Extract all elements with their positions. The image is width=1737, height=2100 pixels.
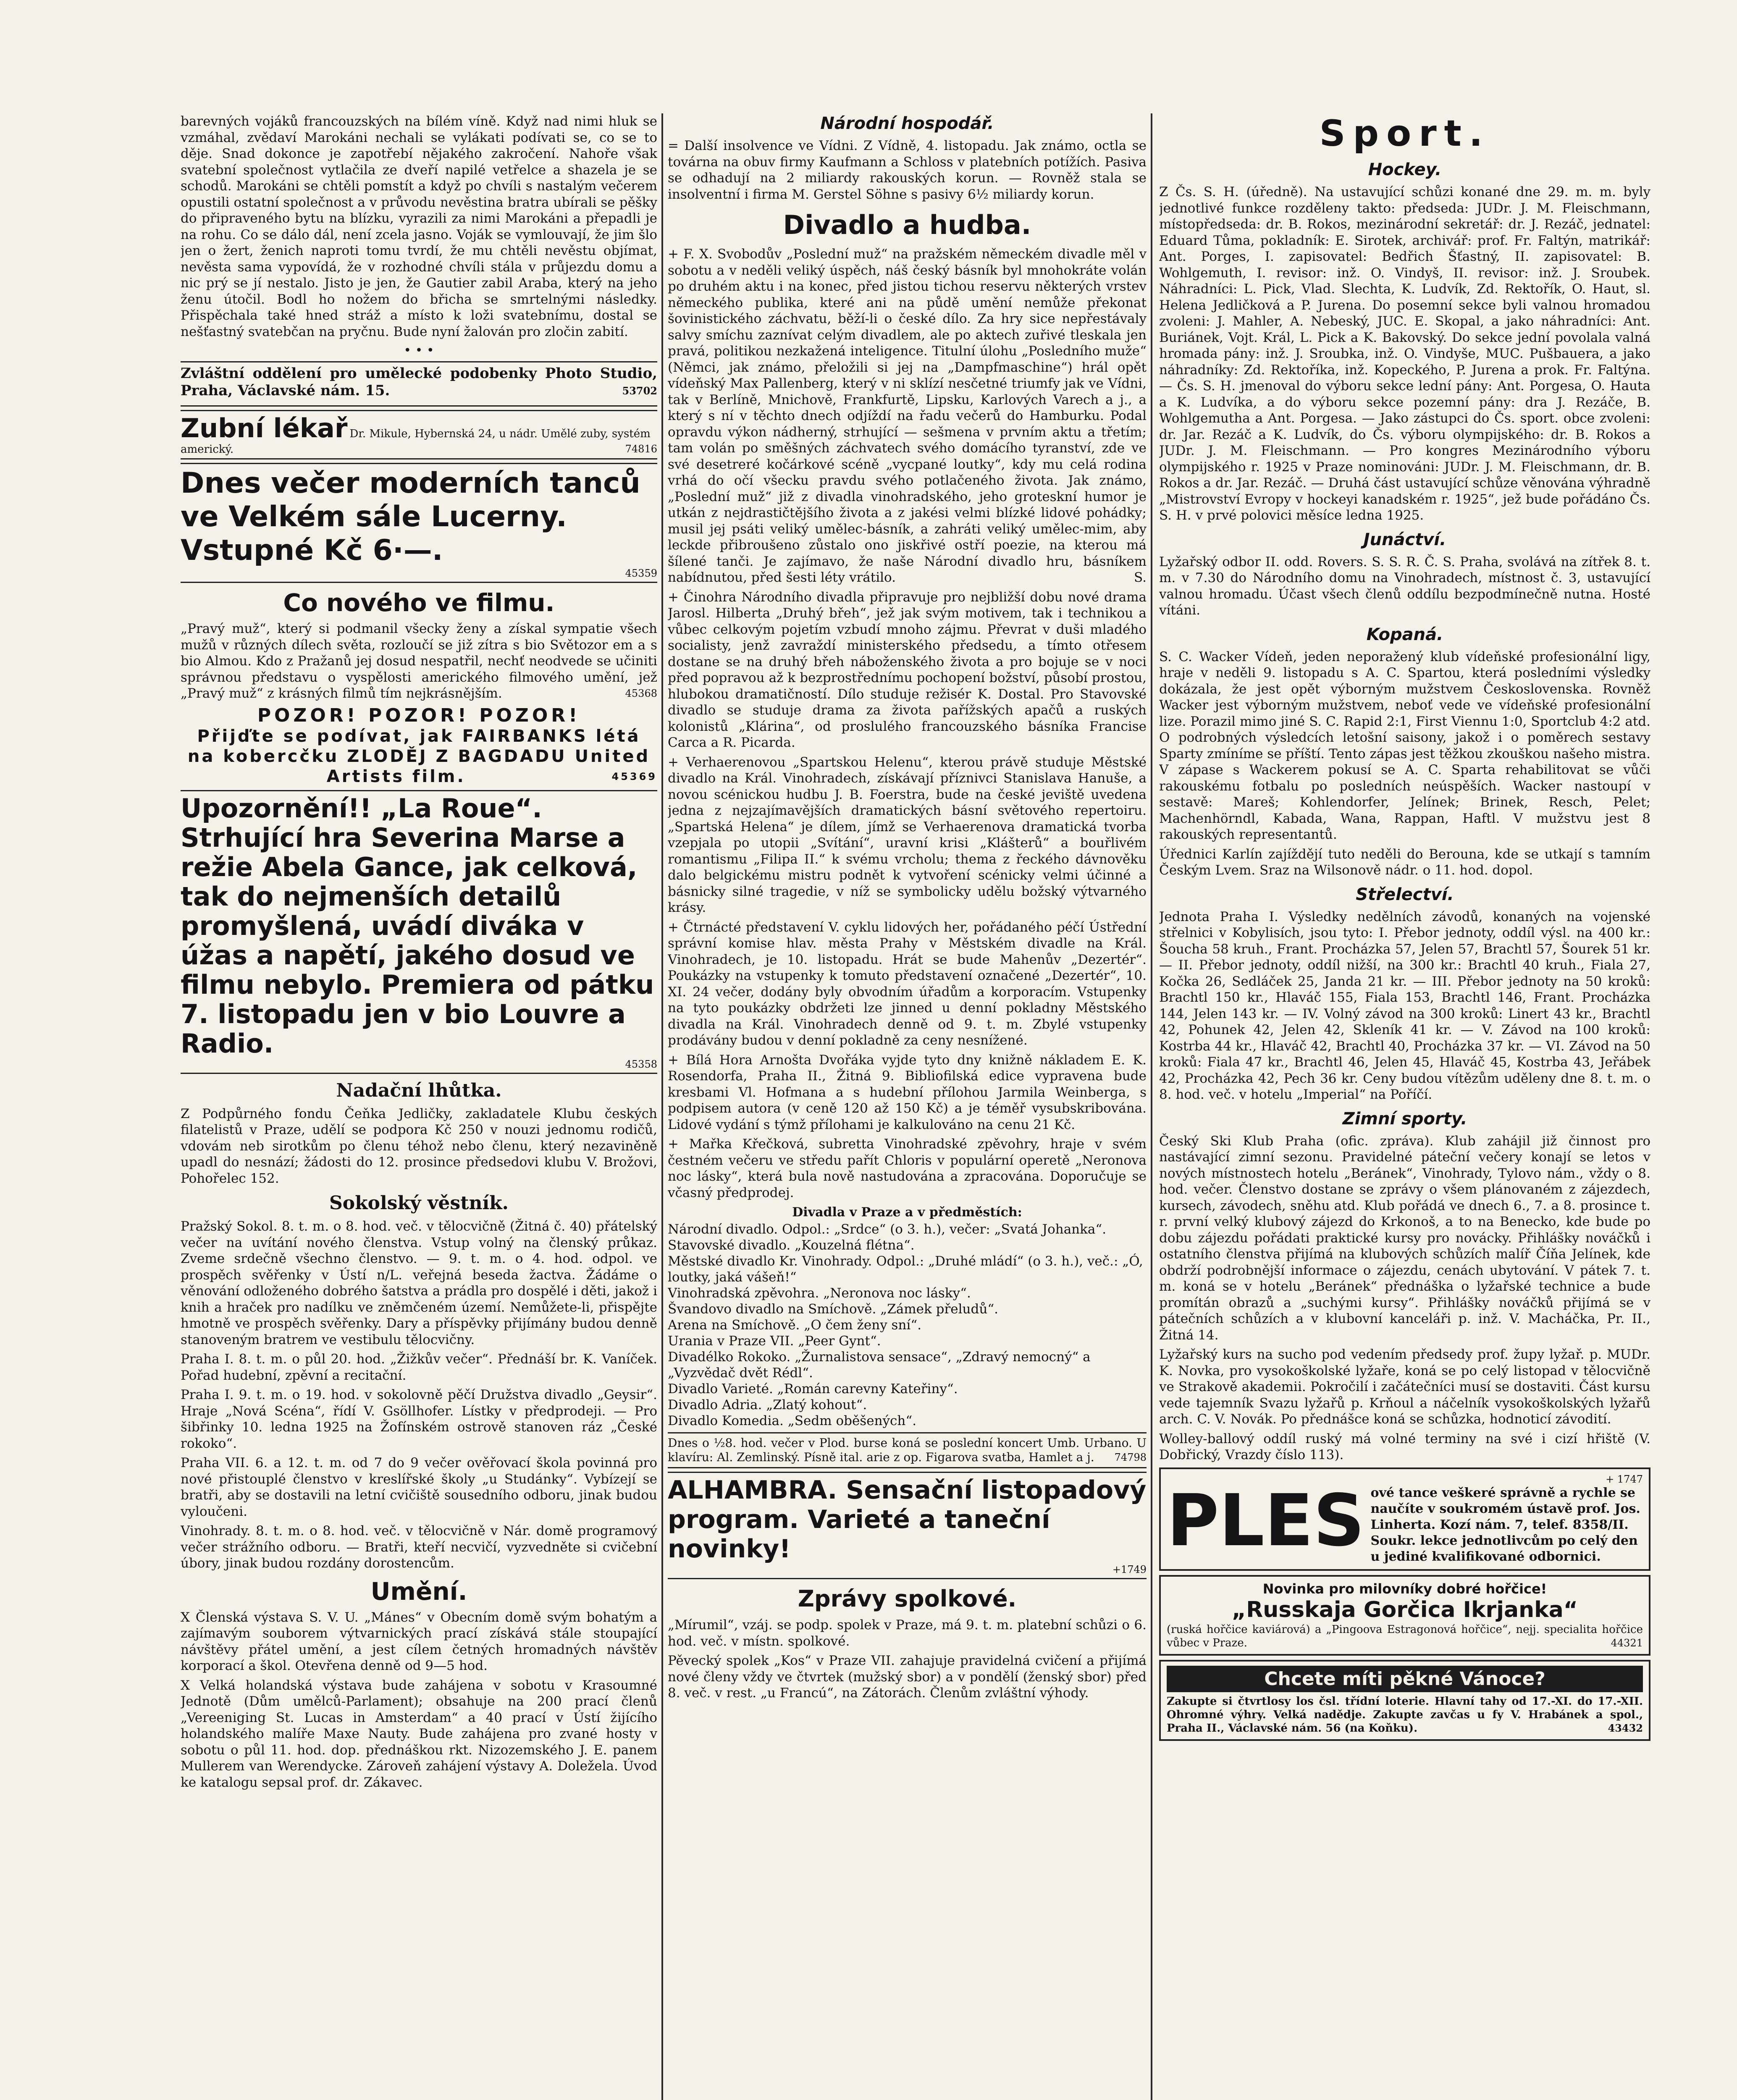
subheading-hockey: Hockey. xyxy=(1368,160,1442,179)
sokol-item: Praha I. 9. t. m. o 19. hod. v sokolovně pěčí Družstva divadlo „Geysir“. Hraje „Nová Scéna“, řídí V. Gsöllhofer. Lístky v předprodeji. — Pro šibřinky 10. ledna 1925 na Žofínském ostrově stanoven ráz „České rokoko“. xyxy=(181,1387,657,1451)
divadlo-item: + F. X. Svobodův „Poslední muž“ na pražském německém divadle měl v sobotu a v neděli veliký úspěch, náš český básník byl mnohokráte volán po druhém aktu i na konec, před jistou tichou reservu některých vrstev německého publika, které ani na půdě umění nemůže překonat šovinistického záchvatu, běží-li o české dílo. Za hry sice nepřestávaly salvy smíchu zaznívat celým divadlem, ale po aktech zuřivé tleskala jen pravá, politikou nezkažená inteligence. Titulní úlohu „Posledního muže“ (Němci, jak známo, přeložili si jej na „Dampfmaschine“) hrál opět vídeňský Max Pallenberg, který v ni sklízí nesčetné triumfy jak ve Vídni, tak v Berlíně, Mnichově, Frankfurtě, Lipsku, Karlových Varech a j., a který s ní v těchto dnech odjíždí na řadu večerů do Hamburku. Podal opravdu výkon nádherný, strhující — sešmena v prvním aktu a třetím; tam volán po směšných záchvatech svého domácího tyranství, zde ve své desetreré kočárkové scéně „vycpané loutky“, kdy mu celá rodina vrhá do očí všecku pravdu svého potlačeného života. Jak známo, „Poslední muž“ již z divadla vinohradského, jeho groteskní humor je utkán z nejdrastičtějšího života a z jakési velmi blízké lidové pohádky; musil jej psáti veliký umělec-básník, a zahráti veliký umělec-mim, aby leckde přibroušeno zůstalo ono jiskřivé ostří poezie, na kterou má šílené tanči. Je zajímavo, že naše Národní divadlo hru, básníkem nabídnutou, před šesti léty vrátilo. S. xyxy=(668,247,1147,585)
separator: • • • xyxy=(404,343,434,358)
ad-title: Zubní lékař xyxy=(181,413,348,444)
column-3 xyxy=(1159,113,1650,1745)
umeni-item: X Členská výstava S. V. U. „Mánes“ v Obecním domě svým bohatým a zajímavým souborem výtvarnických prací získává stále stoupající návštěvy přátel umění, a jest cílem četných hromadných návštěv korporací a škol. Otevřena denně od 9—5 hod. xyxy=(181,1609,657,1673)
ad-pozor: POZOR! POZOR! POZOR! xyxy=(257,704,581,726)
divadlo-item: + Činohra Národního divadla připravuje pro nejbližší dobu nové drama Jarosl. Hilberta „Druhý břeh“, jež jak svým motivem, tak i technikou a vůbec celkovým pojetím vzbudí mnoho zájmu. Převrat v duši mladého socialisty, jenž zavraždí ministerského předsedu, a tímto otřesem dostane se na druhý břeh náboženského života a pro bojuje se v noci před popravou až k bezprostřednímu pochopení božství, působí prostou, hlubokou dramatičností. Dílo studuje režisér K. Dostal. Pro Stavovské divadlo se studuje drama za života pařížských apačů a ruských kolonistů „Klárina“, od proslulého francouzského básníka Francise Carca a R. Picarda. xyxy=(668,589,1147,750)
program-row: Divadélko Rokoko. „Žurnalistova sensace“, „Zdravý nemocný“ a „Vyzvědač dvět Rédl“. xyxy=(668,1349,1091,1381)
sokol-item: Praha I. 8. t. m. o půl 20. hod. „Žižkův večer“. Přednáší br. K. Vaníček. Pořad hudební, zpěvní a recitační. xyxy=(181,1352,657,1383)
ad-loterie: Chcete míti pěkné Vánoce? Zakupte si čtvrtlosy los čsl. třídní loterie. Hlavní tahy od 17.-XI. do 17.-XII. Ohromné výhry. Velká nadědje. Zakupte zavčas u fy V. Hrabánek a spol., Praha II., Václavské nám. 56 (na Koňku). 43432 xyxy=(1159,1660,1650,1741)
section-heading-divadlo: Divadlo a hudba. xyxy=(783,210,1031,240)
section-heading-sokol: Sokolský věstník. xyxy=(329,1192,509,1214)
program-heading: Divadla v Praze a v předměstích: xyxy=(792,1205,1022,1220)
ad-ples-title: PLES xyxy=(1167,1479,1365,1562)
ad-dentist xyxy=(181,410,657,459)
section-heading-hospodar: Národní hospodář. xyxy=(820,114,994,133)
column-1 xyxy=(181,113,657,1794)
zimni-article: Wolley-ballový oddíl ruský má volné terminy na své i cizí hřiště (V. Dobřický, Vrazdy číslo 113). xyxy=(1159,1431,1650,1462)
section-heading-nadacni: Nadační lhůtka. xyxy=(336,1079,502,1101)
sokol-item: Praha VII. 6. a 12. t. m. od 7 do 9 večer ověřovací škola povinná pro nové přistouplé členstvo v kreslířské školy „u Studánky“. Vybízejí se bratři, aby se dostavili na letní cvičiště sousedního odboru, jinak budou vyloučeni. xyxy=(181,1455,657,1519)
hockey-article: Z Čs. S. H. (úředně). Na ustavující schůzi konané dne 29. m. m. byly jednotlivé funkce rozděleny takto: předseda: JUDr. J. M. Fleischmann, místopředseda: dr. B. Rokos, mezinárodní sekretář: dr. J. Rezáč, jednatel: Eduard Tůma, pokladník: E. Sirotek, archivář: prof. Fr. Faltýn, matrikář: Ant. Porges, I. zapisovatel: Bedřich Šťastný, II. zapisovatel: B. Wohlgemuth, I. revisor: inž. O. Vindyš, II. revisor: inž. J. Sroubek. Náhradníci: L. Pick, Vlad. Slechta, K. Ludvík, Zd. Rektořík, O. Haut, sl. Helena Jedličková a P. Jurena. Do posemní sekce byli valnou hromadou zvoleni: J. Mahler, A. Nebeský, JUC. E. Skopal, a jako náhradníci: Ant. Buriánek, Vojt. Král, L. Pick a K. Bakovský. Do sekce jední povolala valná hromada pány: inž. J. Sroubka, inž. O. Vindyše, MUC. Pušbauera, a jako náhradníky: Zd. Rektoříka, inž. Kopeckého, P. Jurena a prok. Fr. Faltýna. — Čs. S. H. jmenoval do výboru sekce lední pány: Ant. Porgesa, O. Hauta a K. Ludvíka, a do výboru sekce pozemní pány: dra J. Rezáče, B. Wohlgemutha a Ant. Porgesa. — Jako zástupci do Čs. sport. obce zvoleni: dr. Jar. Rezáč a K. Ludvík, do Čs. výboru olympijského: dr. B. Rokos a JUDr. J. M. Fleischmann. — Pro kongres Mezinárodního výboru olympijského r. 1925 v Praze nominováni: JUDr. J. M. Fleischmann, dr. B. Rokos a dr. Jar. Rezáč. — Druhá část ustavující schůze věnována výhradně „Mistrovství Evropy v hockeyi kanadském r. 1925“, jež bude pořádáno Čs. S. H. v prvé polovici měsíce ledna 1925. xyxy=(1159,184,1650,523)
divadlo-item: + Mařka Křečková, subretta Vinohradské zpěvohry, hraje v svém čestném večeru ve středu pařít Chloris v populární operetě „Neronova noc lásky“, která bula nově nastudována a zpracována. Doporučuje se včasný předprodej. xyxy=(668,1137,1147,1200)
sokol-item: Pražský Sokol. 8. t. m. o 8. hod. več. v tělocvičně (Žitná č. 40) přátelský večer na uvítání nového členstva. Vstup volný na členský průkaz. Zveme srdečně všechno členstvo. — 9. t. m. o 4. hod. odpol. ve prospěch svěřenky v Ústí n/L. veřejná beseda žactva. Žádáme o věnování odloženého dobrého šatstva a prádla pro dospělé i děti, jakož i knih a hraček pro nadílku ve zněmčeném území. Nemůžete-li, přispějte hmotně ve prospěch svěřenky. Dary a příspěvky přijímány budou denně stanoveným bratrem ve vestibulu tělocvičny. xyxy=(181,1219,657,1347)
subheading-strelectvi: Střelectví. xyxy=(1356,885,1454,904)
spolky-item: Pěvecký spolek „Kos“ v Praze VII. zahajuje pravidelná cvičení a přijímá nové členy vždy ve čtvrtek (mužský sbor) a v pondělí (ženský sbor) před 8. več. v rest. „u Francú“, na Zátorách. Členům zvláštní výhody. xyxy=(668,1653,1147,1701)
film-article: „Pravý muž“, který si podmanil všecky ženy a získal sympatie všech mužů v různých dílech světa, rozloučí se již zítra s bio Světozor em a s bio Almou. Kdo z Pražanů jej dosud nespatřil, nechť neodvede se učiniti správnou představu o vyspělosti amerického filmového umění, jež „Pravý muž“ z krásných filmů tím nejkrásnějším. 45368 xyxy=(181,621,657,701)
program-row: Švandovo divadlo na Smíchově. „Zámek přeludů“. xyxy=(668,1302,999,1317)
program-row: Arena na Smíchově. „O čem ženy sní“. xyxy=(668,1318,922,1333)
column-rule xyxy=(661,113,663,2100)
column-2 xyxy=(668,113,1147,1705)
article-continuation: barevných vojáků francouzských na bílém víně. Když nad nimi hluk se vzmáhal, zvědaví Marokáni nechali se vylákati podívati se, co se to děje. Snad dokonce je zapotřebí nějakého zakročení. Nahoře však svatební společnost vytlačila ze dveří napilé vetřelce a shazela je se schodů. Marokáni se chtěli pomstít a když po chvíli s nastalým večerem opustili ostatní společnost a v průvodu nevěstina bratra ubírali se pěšky do připraveného bytu na blízku, vyrazili za nimi Marokáni a přepadli je na rohu. Co se dálo dál, není zcela jasno. Voják se vymlouvají, že jim šlo jen o žert, ženich naproti tomu tvrdí, že mu chtěli nevěstu objímat, nevěsta sama vypovídá, že v rozhodné chvíli stála v průjezdu domu a nic prý se jí nestalo. Jisto je jen, že Gautier zabil Araba, který na jeho ženu útočil. Bodl ho nožem do břicha se smrtelnými následky. Přispěchala také hned stráž a místo k loži svatebnímu, dostal se nešťastný svatebčan na pryčnu. Bude nyní žalován pro zločin zabití. xyxy=(181,114,657,339)
subheading-kopana: Kopaná. xyxy=(1366,625,1443,644)
ad-text: ové tance veškeré správně a rychle se naučíte v soukromém ústavě prof. Jos. Linherta. Kozí nám. 7, telef. 8358/II. Soukr. lekce jednotlivcům po celý den u jediné kvalifikované odbornici. xyxy=(1370,1485,1640,1564)
strelectvi-article: Jednota Praha I. Výsledky nedělních závodů, konaných na vojenské střelnici v Kobylisích, jsou tyto: I. Přebor jednoty, oddíl výsl. na 400 kr.: Šoucha 58 kruh., Frant. Procházka 57, Jelen 57, Brachtl 57, Šourek 51 kr. — II. Přebor jednoty, oddíl nižší, na 300 kr.: Brachtl 40 kruh., Fiala 27, Kočka 26, Sedláček 25, Janda 21 kr. — III. Přebor jednoty na 50 kroků: Brachtl 150 kr., Hlaváč 155, Fiala 153, Brachtl 146, Frant. Procházka 144, Jelen 143 kr. — IV. Volný závod na 300 kroků: Linert 43 kr., Brachtl 42, Pohunek 42, Jelen 42, Skleník 41 kr. — V. Závod na 100 kroků: Kostrba 44 kr., Hlaváč 42, Brachtl 40, Procházka 37 kr. — VI. Závod na 50 kroků: Fiala 47 kr., Brachtl 46, Jelen 45, Hlaváč 45, Kostrba 43, Jeřábek 42, Procházka 42, Pech 36 kr. Ceny budou vítězům uděleny dne 8. t. m. o 8. hod. več. v hotelu „Imperial“ na Poříčí. xyxy=(1159,909,1650,1102)
ad-photo-studio xyxy=(181,361,657,407)
divadlo-item: + Čtrnácté představení V. cyklu lidových her, pořádaného péčí Ústřední správní komise hlav. města Prahy v Městském divadle na Král. Vinohradech, je 10. listopadu. Hrát se bude Mahenův „Dezertér“. Poukázky na vstupenky k tomuto představení označené „Dezertér“, 10. XI. 24 večer, dodány byly obvodním úřadům a korporacím. Vstupenky na tyto poukázky obdržeti lze jinned u denní pokladny Městského divadla na Král. Vinohradech denně od 9. t. m. Zbylé vstupenky prodávány budou v denní pokladně za ceny nesnížené. xyxy=(668,919,1147,1048)
ad-lucerna xyxy=(181,463,657,583)
section-heading-spolky: Zprávy spolkové. xyxy=(798,1586,1017,1612)
program-list xyxy=(668,1221,1147,1429)
ad-number: 53702 xyxy=(622,385,657,397)
junactvi-article: Lyžařský odbor II. odd. Rovers. S. S. R. Č. S. Praha, svolává na zítřek 8. t. m. v 7.30 do Národního domu na Vinohradech, místnost č. 3, ustavující valnou hromadu. Účast všech členů oddílu bezpodmínečně nutna. Hosté vítáni. xyxy=(1159,554,1650,618)
section-heading-umeni: Umění. xyxy=(370,1577,467,1606)
ad-text: Zvláštní oddělení pro umělecké podobenky Photo Studio, Praha, Václavské nám. 15. xyxy=(181,365,657,399)
program-row: Divadlo Varieté. „Román carevny Kateřiny“. xyxy=(668,1381,958,1396)
subheading-zimni: Zimní sporty. xyxy=(1342,1109,1467,1129)
nadacni-article: Z Podpůrného fondu Čeňka Jedličky, zakladatele Klubu českých filatelistů v Praze, udělí se podpora Kč 250 v nouzi jednomu rodičů, vdovám neb sirotkům po členu téhož nebo členu, který nezaviněně upadl do nesnází; žádosti do 12. prosince předsedovi klubu V. Brožovi, Pohořelec 152. xyxy=(181,1106,657,1186)
kopana-article: S. C. Wacker Vídeň, jeden neporažený klub vídeňské profesionální ligy, hraje v neděli 9. listopadu s A. C. Spartou, která posledními výsledky dokázala, že jest opět výborným mužstvem Československa. Rovněž Wacker jest výborným mužstvem, neboť vede ve vídeňské profesionální lize. Porazil mimo jiné S. C. Rapid 2:1, First Viennu 1:0, Sportclub 4:2 atd. O podrobných výsledcích letošní saisony, jakož i o poměrech sestavy Sparty zmíníme se příští. Tento zápas jest těžkou zkouškou našeho mistra. V zápase s Wackerem pokusí se A. C. Sparta rehabilitovat se vůči rakouskému fotbalu po posledních neúspěších. Wacker nastoupí v sestavě: Mareš; Kohlendorfer, Jelínek; Brinek, Resch, Pelet; Machenhörndl, Kabada, Wana, Rappan, Haftl. V mužstvu jest 8 rakouských representantů. xyxy=(1159,649,1650,842)
program-row: Městské divadlo Kr. Vinohrady. Odpol.: „Druhé mládí“ (o 3. h.), več.: „Ó, loutky, jaká vášeň!“ xyxy=(668,1254,1143,1285)
divadlo-item: + Verhaerenovou „Spartskou Helenu“, kterou právě studuje Městské divadlo na Král. Vinohradech, získávají příznivci Stanislava Hanuše, a novou scénickou hudbu J. B. Foerstra, bude na české jeviště uvedena jedna z nejzajímavějších dramatických básní světového repertoiru. „Spartská Helena“ je dílem, jímž se Verhaerenova dramatická tvorba vzepjala po utopii „Svítání“, uravní krisi „Klášterů“ a bouřlivém romantismu „Filipa II.“ k svému vrcholu; thema z řeckého dávnověku dalo belgickému mistru podnět k vytvoření scénicky velmi účinné a básnicky silné tragedie, v níž se symbolicky udělu božský výtvarného krásy. xyxy=(668,754,1147,915)
ad-number: 45359 xyxy=(625,567,657,579)
spolky-item: „Mírumil“, vzáj. se podp. spolek v Praze, má 9. t. m. platební schůzi o 6. hod. več. v místn. spolkové. xyxy=(668,1617,1147,1649)
program-row: Národní divadlo. Odpol.: „Srdce“ (o 3. h.), večer: „Svatá Johanka“. xyxy=(668,1222,1107,1237)
program-row: Divadlo Komedia. „Sedm oběšených“. xyxy=(668,1413,917,1428)
ad-ples: + 1747 PLES ové tance veškeré správně a rychle se naučíte v soukromém ústavě prof. Jos. Linherta. Kozí nám. 7, telef. 8358/II. Soukr. lekce jednotlivcům po celý den u jediné kvalifikované odbornici. xyxy=(1159,1467,1650,1571)
zimni-article: Český Ski Klub Praha (ofic. zpráva). Klub zahájil již činnost pro nastávající zimní sezonu. Pravidelné páteční večery konají se letos v nových místnostech hotelu „Beránek“, Vinohrady, Tylovo nám., vždy o 8. hod. večer. Členstvo dostane se zprávy o všem plánovaném z zájezdech, kursech, závodech, sněhu atd. Klub pořádá ve dnech 6., 7. a 8. prosince t. r. první velký klubový zájezd do Krkonoš, a to na Benecko, kde bude po dobu zájezdu pořádati praktické kursy pro novácky. Přihlášky nováčků i ostatního členstva přijímá na klubových schůzích malíř Číňa Jelínek, kde obdrží podrobnější informace o zájezdu, cenách ubytování. V pátek 7. t. m. koná se v hotelu „Beránek“ přednáška o lyžařské technice a bude promítán obrazů a „suchými kursy“. Přihlášky nováčků přijímá se v pátečních schůzích a v klubovní kanceláři p. inž. V. Macháčka, Pr. II., Žitná 14. xyxy=(1159,1133,1650,1343)
umeni-item: X Velká holandská výstava bude zahájena v sobotu v Krasoumné Jednotě (Dům umělců-Parlament); obsahuje na 200 prací členů „Vereeniging St. Lucas in Amsterdam“ a 40 prací v Ústí žijícího holandského malíře Maxe Nauty. Bude zahájena pro zvané hosty v sobotu o půl 11. hod. dop. přednáškou rkt. Nizozemského J. E. panem Mullerem van Werendycke. Zároveň zahájení výstavy A. Doležela. Úvod ke katalogu sepsal prof. dr. Zákavec. xyxy=(181,1677,657,1790)
ad-alhambra: ALHAMBRA. Sensační listopadový program. Varieté a taneční novinky! +1749 xyxy=(668,1472,1147,1579)
ad-horcice: Novinka pro milovníky dobré hořčice! „Russkaja Gorčica Ikrjanka“ (ruská hořčice kaviárová) a „Pingoova Estragonová hořčice“, nejj. specialita hořčice vůbec v Praze. 44321 xyxy=(1159,1575,1650,1656)
ad-la-roue: Upozornění!! „La Roue“. Strhující hra Severina Marse a režie Abela Gance, jak celková, tak do nejmenších detailů promyšlená, uvádí diváka v úžas a napětí, jakého dosud ve filmu nebylo. Premiera od pátku 7. listopadu jen v bio Louvre a Radio. 45358 xyxy=(181,790,657,1074)
zimni-article: Lyžařský kurs na sucho pod vedením předsedy prof. župy lyžař. p. MUDr. K. Novka, pro vysokoškolské lyžaře, koná se po celý listopad v tělocvičně ve Strakově akademii. Pokročilí i začátečníci musí se dostaviti. Část kursu vede tajemník Svazu lyžařů p. Krňoul a náčelník vysokoškolských lyžařů arch. C. V. Novák. Po přednášce koná se schůzka, hodnoticí závodití. xyxy=(1159,1347,1650,1427)
section-heading-film: Co nového ve filmu. xyxy=(283,588,555,617)
column-rule xyxy=(1151,113,1152,2100)
ad-number: 74816 xyxy=(625,443,657,455)
program-row: Stavovské divadlo. „Kouzelná flétna“. xyxy=(668,1238,915,1253)
section-heading-sport: Sport. xyxy=(1319,113,1490,155)
ad-concert: Dnes o ½8. hod. večer v Plod. burse koná se poslední koncert Umb. Urbano. U klavíru: Al. Zemlinský. Písně ital. arie z op. Figarova svatba, Hamlet a j. 74798 xyxy=(668,1432,1147,1468)
kopana-article: Úřednici Karlín zajíždějí tuto neděli do Berouna, kde se utkají s tamním Českým Lvem. Sraz na Wilsonově nádr. o 11. hod. dopol. xyxy=(1159,846,1650,878)
ad-text: Dnes večer moderních tanců ve Velkém sále Lucerny. Vstupné Kč 6·—. xyxy=(181,467,640,567)
hospodar-article: = Další insolvence ve Vídni. Z Vídně, 4. listopadu. Jak známo, octla se továrna na obuv firmy Kaufmann a Schloss v platebních potížích. Pasiva se odhadují na 2 miliardy rakouských korun. — Rovněž stala se insolventní i firma M. Gerstel Söhne s pasivy 6½ miliardy korun. xyxy=(668,138,1147,202)
program-row: Urania v Praze VII. „Peer Gynt“. xyxy=(668,1334,881,1349)
ad-text: Dr. Mikule, Hybernská 24, u nádr. Umělé zuby, systém americký. xyxy=(181,428,651,456)
subheading-junactvi: Junáctví. xyxy=(1363,530,1446,549)
divadlo-item: + Bílá Hora Arnošta Dvořáka vyjde tyto dny knižně nákladem E. K. Rosendorfa, Praha II., Žitná 9. Bibliofilská edice vypravena bude kresbami Vl. Hofmana a s hudební přílohou Jarmila Weinberga, s podpisem autora (v ceně 120 až 150 Kč) a je téměř vysubskribována. Lidové vydání s týmž přílohami je kalkulováno na cenu 21 Kč. xyxy=(668,1052,1147,1132)
program-row: Divadlo Adria. „Zlatý kohout“. xyxy=(668,1397,867,1412)
ad-fairbanks: Přijďte se podívat, jak FAIRBANKS létá na kobercčku ZLODĚJ Z BAGDADU United Artists film. 45369 xyxy=(187,726,657,786)
program-row: Vinohradská zpěvohra. „Neronova noc lásky“. xyxy=(668,1286,971,1301)
sokol-item: Vinohrady. 8. t. m. o 8. hod. več. v tělocvičně v Nár. domě programový večer strážního odboru. — Bratři, kteří necvičí, vyzvedněte si cvičební úbory, jinak budou rozdány dorostencům. xyxy=(181,1523,657,1571)
